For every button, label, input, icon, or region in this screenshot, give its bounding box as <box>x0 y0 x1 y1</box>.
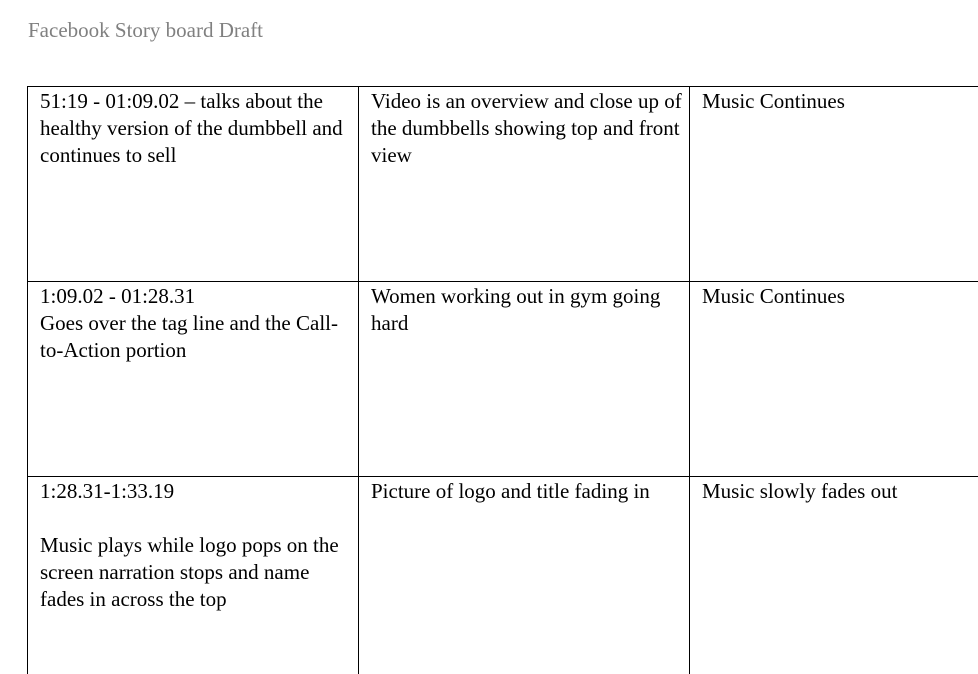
timing-narration-cell[interactable] <box>28 477 359 674</box>
audio-cell[interactable] <box>690 282 978 477</box>
video-cell[interactable] <box>359 87 690 282</box>
video-cell[interactable] <box>359 282 690 477</box>
table-row <box>28 87 978 282</box>
cell-text: Picture of logo and title fading in <box>371 479 650 503</box>
video-cell[interactable] <box>359 477 690 674</box>
document-header: Facebook Story board Draft <box>28 18 264 42</box>
timing-text: 1:09.02 - 01:28.31 <box>40 284 196 308</box>
narration-text: Goes over the tag line and the Call-to-Action portion <box>40 311 338 362</box>
blank-line <box>40 505 352 532</box>
narration-text: Music plays while logo pops on the screen narration stops and name fades in across the top <box>40 533 339 611</box>
timing-narration-cell[interactable] <box>28 282 359 477</box>
storyboard-table <box>27 86 978 674</box>
cell-text: Women working out in gym going hard <box>371 284 661 335</box>
cell-text: Video is an overview and close up of the dumbbells showing top and front view <box>371 89 682 167</box>
table-row <box>28 477 978 674</box>
table-row <box>28 282 978 477</box>
timing-text: 1:28.31-1:33.19 <box>40 479 175 503</box>
cell-text: Music Continues <box>702 89 845 113</box>
cell-text: 51:19 - 01:09.02 – talks about the healthy version of the dumbbell and continues to sell <box>40 89 343 167</box>
audio-cell[interactable] <box>690 87 978 282</box>
cell-text: Music Continues <box>702 284 845 308</box>
audio-cell[interactable] <box>690 477 978 674</box>
timing-narration-cell[interactable] <box>28 87 359 282</box>
cell-text: Music slowly fades out <box>702 479 898 503</box>
